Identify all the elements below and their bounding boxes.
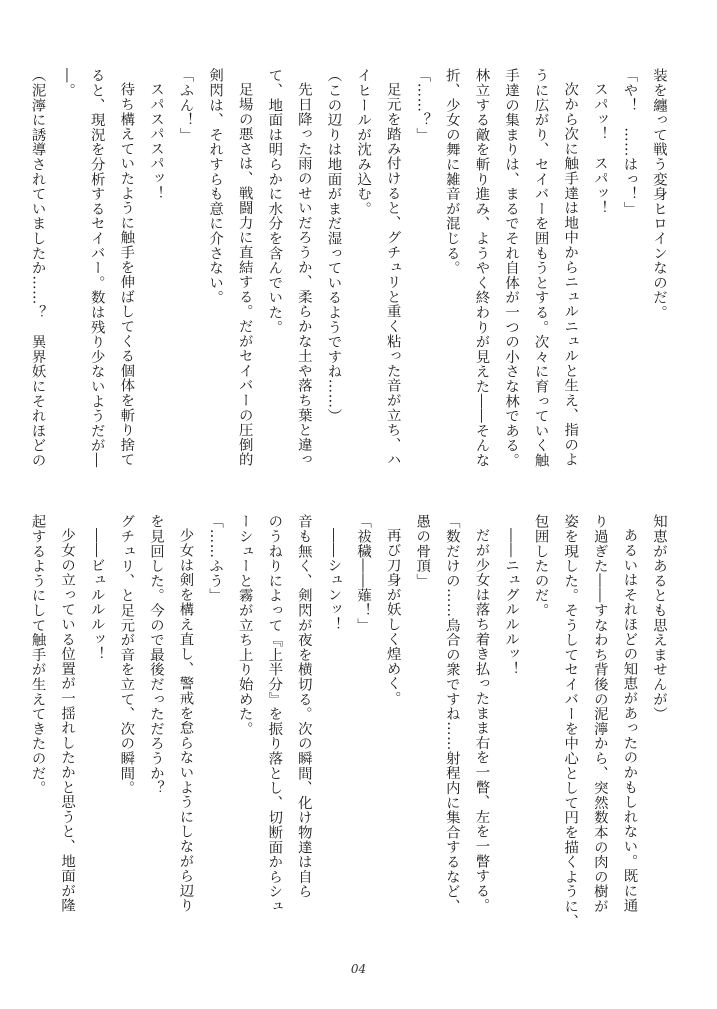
text-line: 装を纏って戦う変身ヒロインなのだ。: [651, 68, 667, 320]
text-line: あるいはそれほどの知恵があったのかもしれない。既に通: [621, 528, 638, 914]
text-block-lower: [29, 514, 673, 946]
text-line: 少女は剣を構え直し、警戒を怠らないようにしながら辺り: [177, 528, 194, 914]
text-line: 剣閃は、それすらも意に介さない。: [207, 68, 224, 305]
text-line: 「祓穢――薙！」: [355, 514, 372, 633]
text-line: ――シュンッ！: [325, 528, 342, 632]
text-line: 再び刀身が妖しく煌めく。: [384, 528, 401, 706]
text-line: （泥濘に誘導されていましたか……？ 異界妖にそれほどの: [29, 68, 46, 468]
text-line: のうねりによって『上半分』を振り落とし、切断面からシュ: [266, 514, 283, 914]
text-line: 林立する敵を斬り進み、ようやく終わりが見えた――そんな: [473, 68, 490, 468]
text-line: 「……？」: [414, 68, 431, 142]
text-line: うに広がり、セイバーを囲もうとする。次々に育っていく触: [532, 68, 549, 468]
text-line: を見回した。今ので最後だっただろうか？: [147, 514, 164, 796]
text-line: 折、少女の舞に雑音が混じる。: [443, 68, 460, 276]
text-line: 先日降った雨のせいだろうか、柔らかな土や落ち葉と違っ: [295, 82, 312, 468]
text-line: ―。: [59, 68, 76, 98]
text-line: り過ぎた――すなわち背後の泥濘から、突然数本の肉の樹が: [591, 514, 608, 914]
text-line: 「や！ ……はっ！」: [621, 68, 638, 216]
text-line: （この辺りは地面がまだ湿っているようですね……）: [325, 68, 342, 424]
text-line: スパスパスパッ！: [147, 82, 164, 201]
page-number: 04: [350, 962, 367, 976]
text-line: 愚の骨頂」: [414, 514, 431, 588]
text-line: スパッ！ スパッ！: [591, 82, 608, 216]
text-line: 足元を踏み付けると、グチュリと重く粘った音が立ち、ハ: [384, 82, 401, 468]
text-block-upper: [29, 68, 673, 494]
text-line: イヒールが沈み込む。: [355, 68, 372, 216]
text-line: 少女の立っている位置が一揺れしたかと思うと、地面が隆: [59, 528, 76, 914]
text-line: 「……ふう」: [207, 514, 224, 603]
text-line: だが少女は落ち着き払ったまま右を一瞥、左を一瞥する。: [473, 528, 490, 914]
text-line: 足場の悪さは、戦闘力に直結する。だがセイバーの圧倒的: [236, 82, 253, 468]
text-line: ――ビュルルルッ！: [88, 528, 105, 662]
text-line: て、地面は明らかに水分を含んでいた。: [266, 68, 283, 335]
text-line: 次から次に触手達は地中からニュルニュルと生え、指のよ: [562, 82, 579, 468]
text-line: 知恵があるとも思えませんが）: [651, 514, 667, 722]
text-line: 「ふん！」: [177, 68, 194, 142]
text-line: 待ち構えていたように触手を伸ばしてくる個体を斬り捨て: [118, 82, 135, 468]
text-line: 起するようにして触手が生えてきたのだ。: [29, 514, 46, 796]
text-line: 姿を現した。そうしてセイバーを中心として円を描くように、: [562, 514, 579, 929]
text-line: 包囲したのだ。: [532, 514, 549, 618]
text-line: 音も無く、剣閃が夜を横切る。次の瞬間、化け物達は自ら: [295, 514, 312, 899]
text-line: 手達の集まりは、まるでそれ自体が一つの小さな林である。: [503, 68, 520, 468]
text-line: ーシューと霧が立ち上り始めた。: [236, 514, 253, 736]
text-line: グチュリ、と足元が音を立て、次の瞬間。: [118, 514, 135, 796]
text-line: ――ニュグルルルッ！: [503, 528, 520, 677]
text-line: ると、現況を分析するセイバー。数は残り少ないようだが―: [88, 68, 105, 468]
text-line: 「数だけの……烏合の衆ですね……射程内に集合するなど、: [443, 514, 460, 914]
